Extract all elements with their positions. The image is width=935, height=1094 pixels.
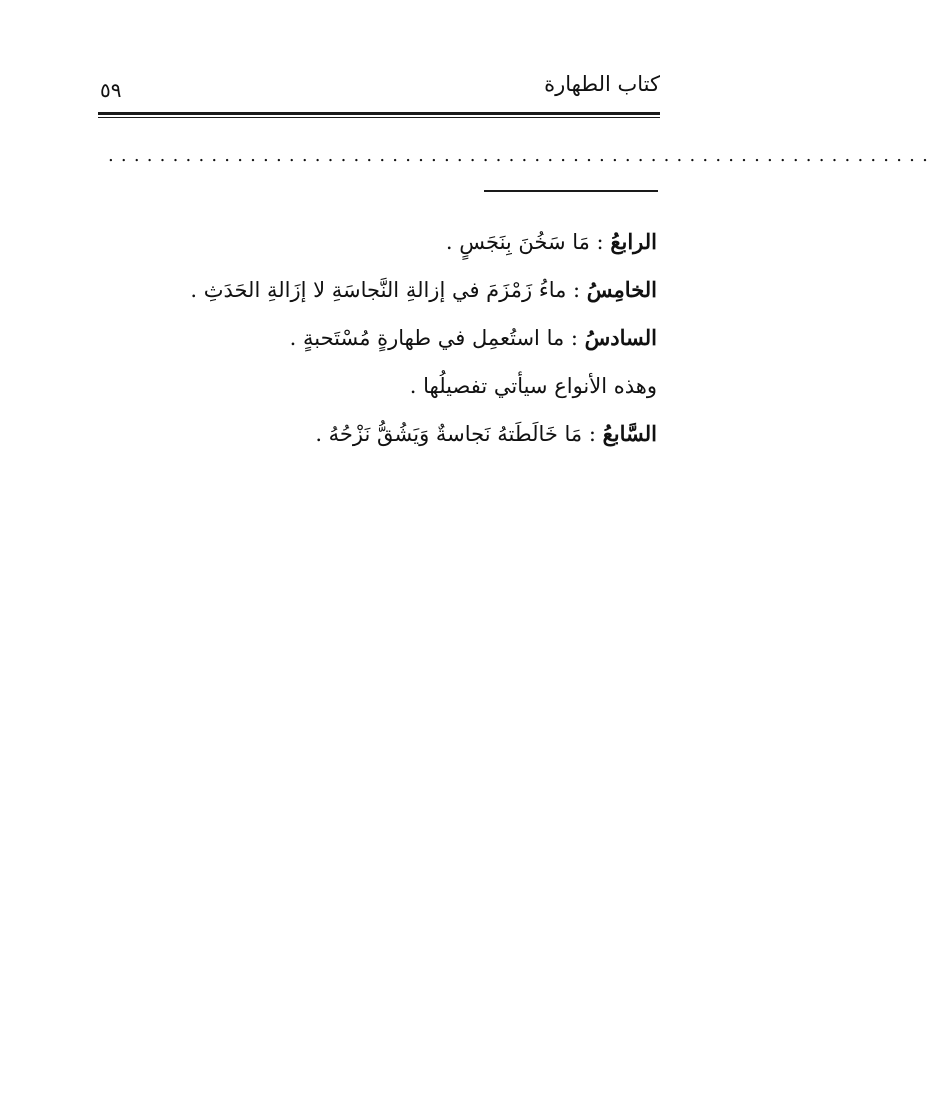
text-line-note [97, 362, 657, 410]
text-line-fourth [97, 218, 657, 266]
term-fifth: الخامِسُ [586, 277, 657, 302]
text-line-sixth [97, 314, 657, 362]
line-text-fifth: : ماءُ زَمْزَمَ في إزالةِ النَّجاسَةِ لا إزَالةِ الحَدَثِ . [190, 278, 587, 302]
line-text-note: وهذه الأنواع سيأتي تفصيلُها . [409, 374, 657, 398]
header-rule-thick [98, 112, 660, 115]
section-rule [484, 190, 658, 192]
page-number: ٥٩ [100, 78, 122, 102]
term-sixth: السادسُ [584, 325, 657, 350]
text-line-seventh [97, 410, 657, 458]
dotted-separator: ................................................................ [108, 145, 935, 166]
line-text-sixth: : ما استُعمِل في طهارةٍ مُسْتَحبةٍ . [289, 326, 585, 350]
running-header [98, 72, 660, 112]
header-title: كتاب الطهارة [544, 72, 660, 96]
line-text-fourth: : مَا سَخُنَ بِنَجَسٍ . [445, 230, 611, 254]
header-rule-thin [98, 117, 660, 118]
term-seventh: السَّابعُ [602, 421, 657, 446]
term-fourth: الرابعُ [610, 229, 657, 254]
text-line-fifth [97, 266, 657, 314]
line-text-seventh: : مَا خَالَطَتهُ نَجاسةٌ وَيَشُقُّ نَزْحُهُ . [315, 422, 603, 446]
body-text [97, 218, 657, 458]
